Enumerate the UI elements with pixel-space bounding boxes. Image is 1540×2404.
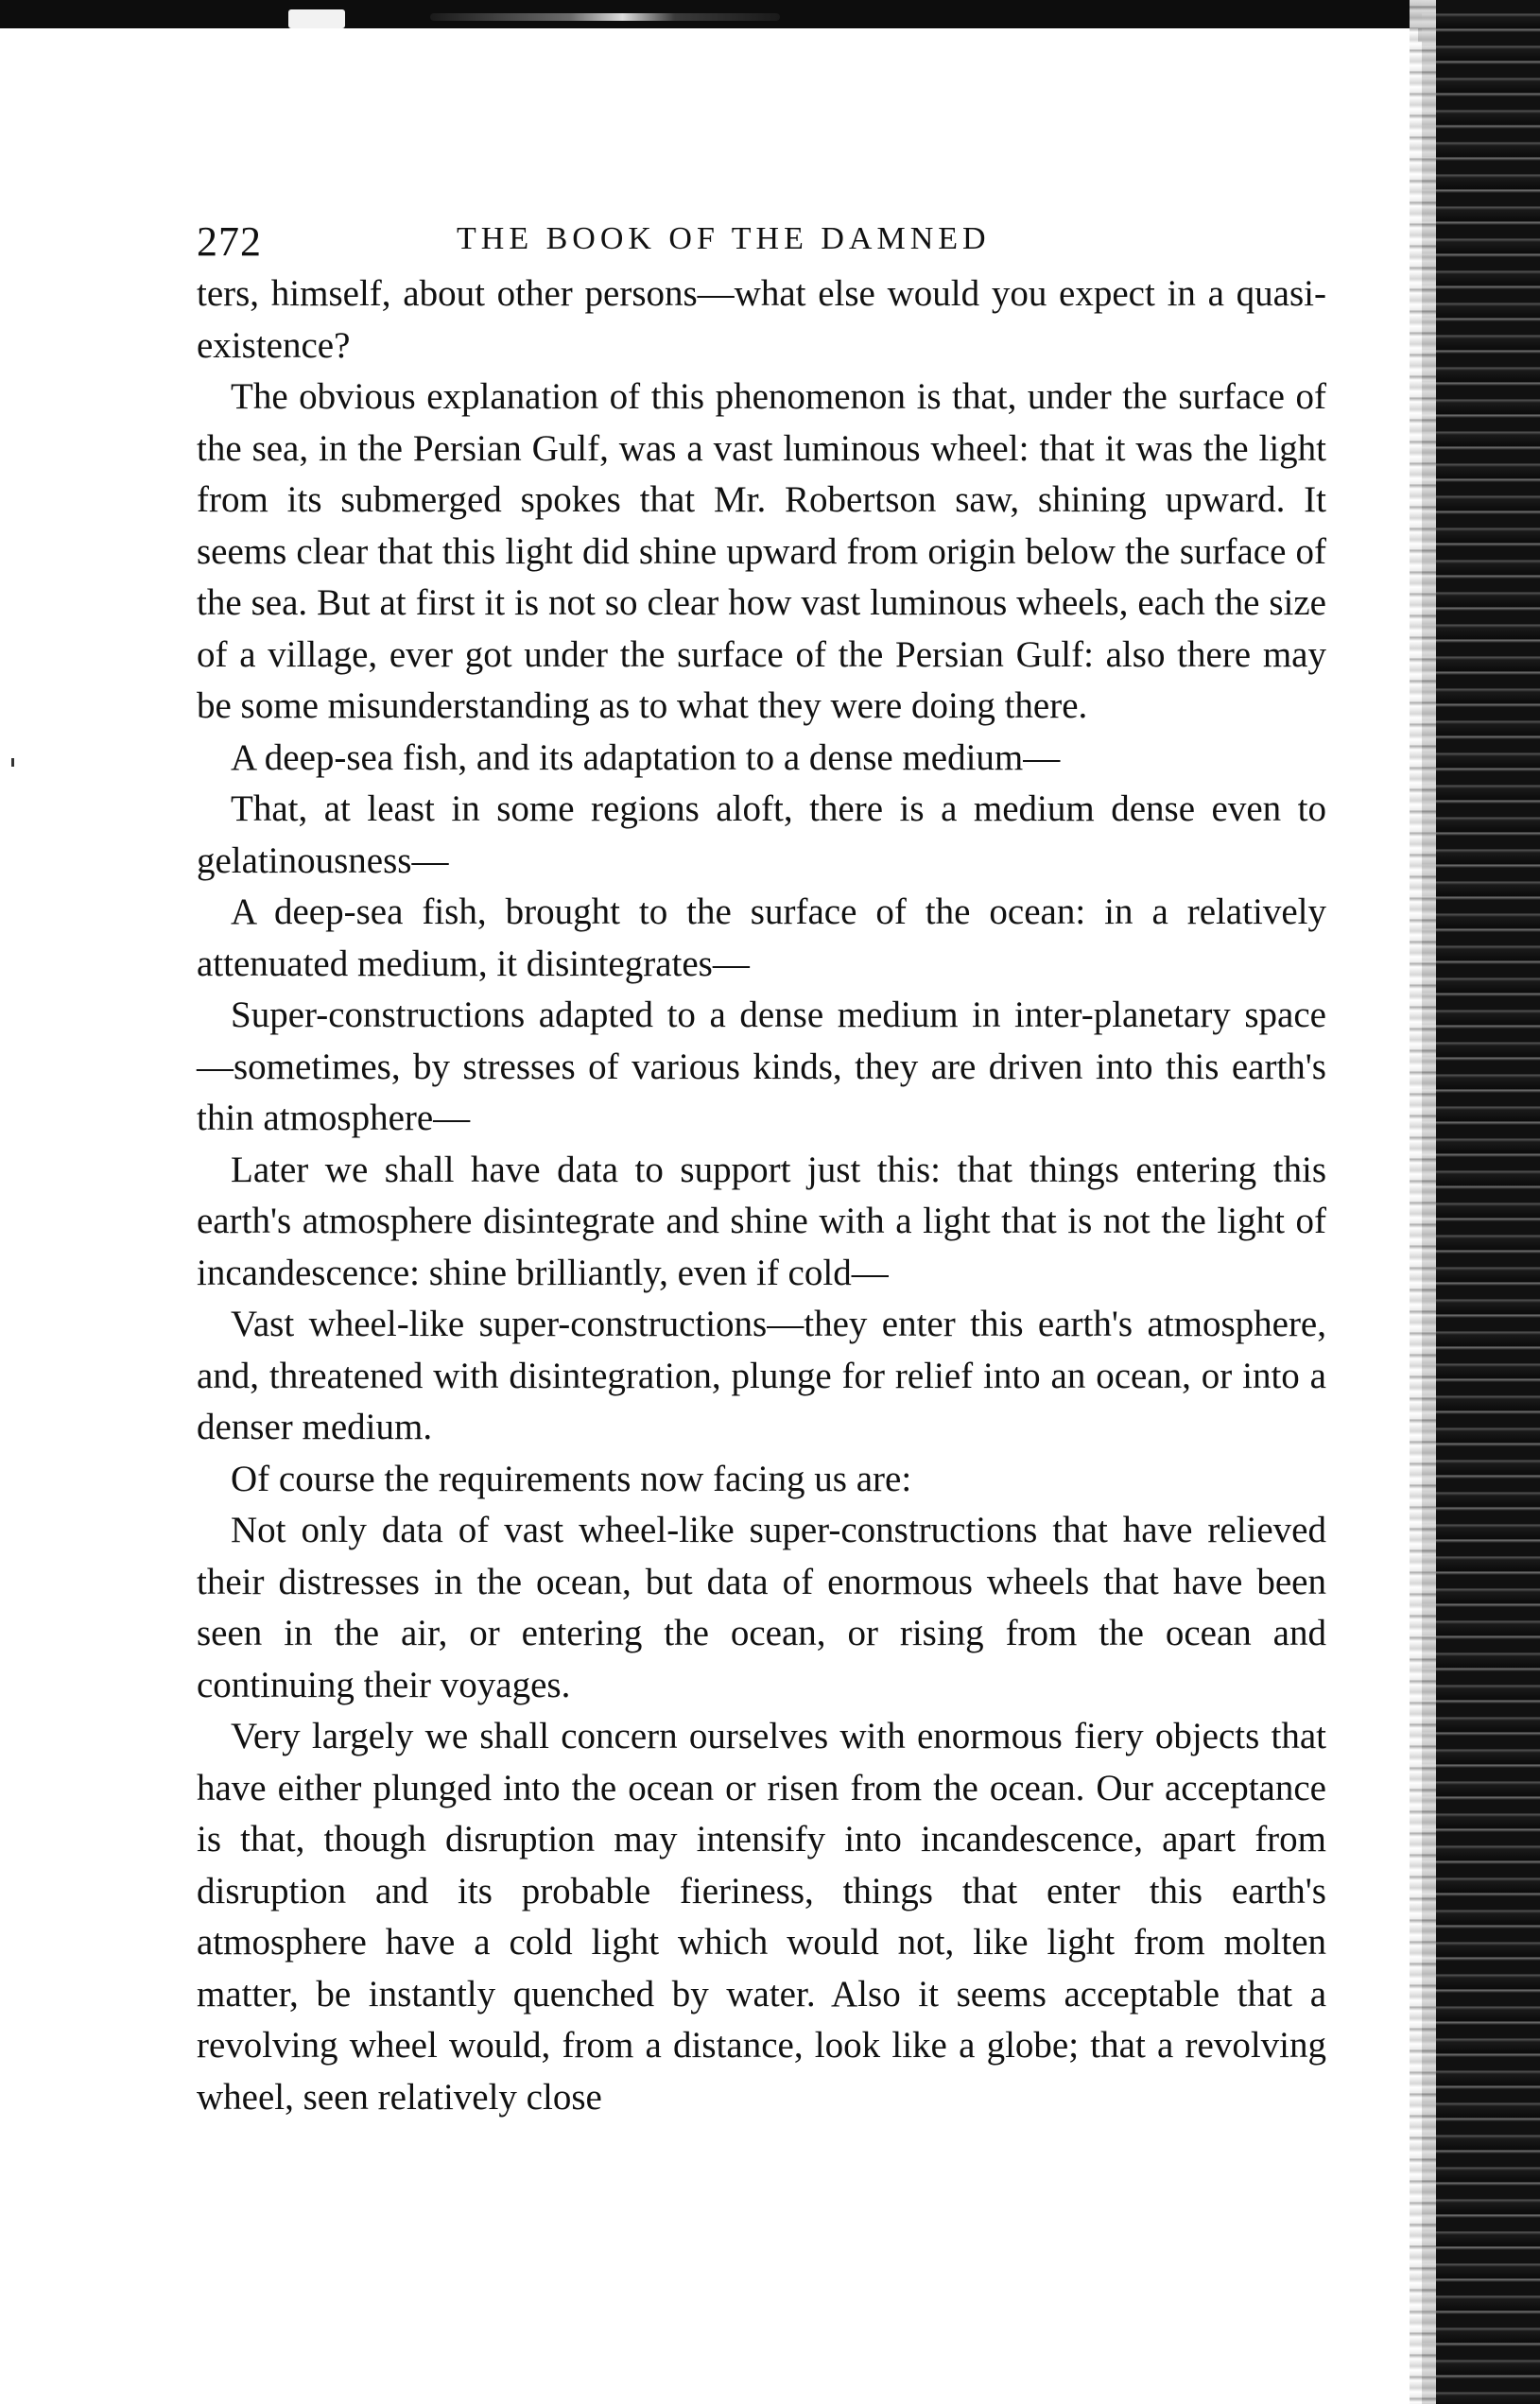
- book-page: [197, 208, 1331, 2123]
- paragraph: Later we shall have data to support just this: that things entering this earth's atmosphere disintegrate and shine with a light that is not the light of incandescence: shine brilliantly, even if cold—: [197, 1149, 1326, 1293]
- paragraph: ters, himself, about other persons—what else would you expect in a quasi-existence?: [197, 273, 1326, 366]
- paragraph: Vast wheel-like super-constructions—they enter this earth's atmosphere, and, threatened with disintegration, plunge for relief into an ocean, or into a denser medium.: [197, 1304, 1326, 1447]
- scan-top-mark: [288, 9, 345, 28]
- scan-right-border: [1422, 0, 1540, 2404]
- paragraph: Super-constructions adapted to a dense medium in inter-planetary space—sometimes, by stresses of various kinds, they are driven into this earth's thin atmosphere—: [197, 994, 1326, 1138]
- paragraph: That, at least in some regions aloft, there is a medium dense even to gelatinousness—: [197, 788, 1326, 881]
- paragraph: A deep-sea fish, brought to the surface of the ocean: in a relatively attenuated medium, it disintegrates—: [197, 891, 1326, 984]
- scan-right-page-edge: [1410, 0, 1436, 2404]
- paragraph: A deep-sea fish, and its adaptation to a dense medium—: [231, 736, 1061, 778]
- paragraph: Of course the requirements now facing us are:: [231, 1458, 912, 1499]
- paragraph: Not only data of vast wheel-like super-constructions that have relieved their distresses in the ocean, but data of enormous wheels that have been seen in the air, or entering the ocean, or rising from the ocean and continuing their voyages.: [197, 1510, 1326, 1705]
- paragraph: Very largely we shall concern ourselves with enormous fiery objects that have either plunged into the ocean or risen from the ocean. Our acceptance is that, though disruption may intensify into incandescence, apart from disruption and its probable fieriness, things that enter this earth's atmosphere have a cold light which would not, like light from molten matter, be instantly quenched by water. Also it seems acceptable that a revolving wheel would, from a distance, look like a globe; that a revolving wheel, seen relatively close: [197, 1716, 1326, 2118]
- scan-top-streak: [430, 13, 780, 21]
- paragraph: The obvious explanation of this phenomenon is that, under the surface of the sea, in the Persian Gulf, was a vast luminous wheel: that it was the light from its submerged spokes that Mr. Robertson saw, shining upward. It seems clear that this light did shine upward from origin below the surface of the sea. But at first it is not so clear how vast luminous wheels, each the size of a village, ever got under the surface of the Persian Gulf: also there may be some misunderstanding as to what they were doing there.: [197, 376, 1326, 726]
- page-number: 272: [197, 218, 262, 265]
- scan-top-gap: [0, 28, 1418, 47]
- margin-mark: [11, 758, 14, 767]
- running-head-title: THE BOOK OF THE DAMNED: [457, 221, 991, 256]
- body-text: [197, 268, 1326, 2123]
- running-head: [197, 208, 1331, 268]
